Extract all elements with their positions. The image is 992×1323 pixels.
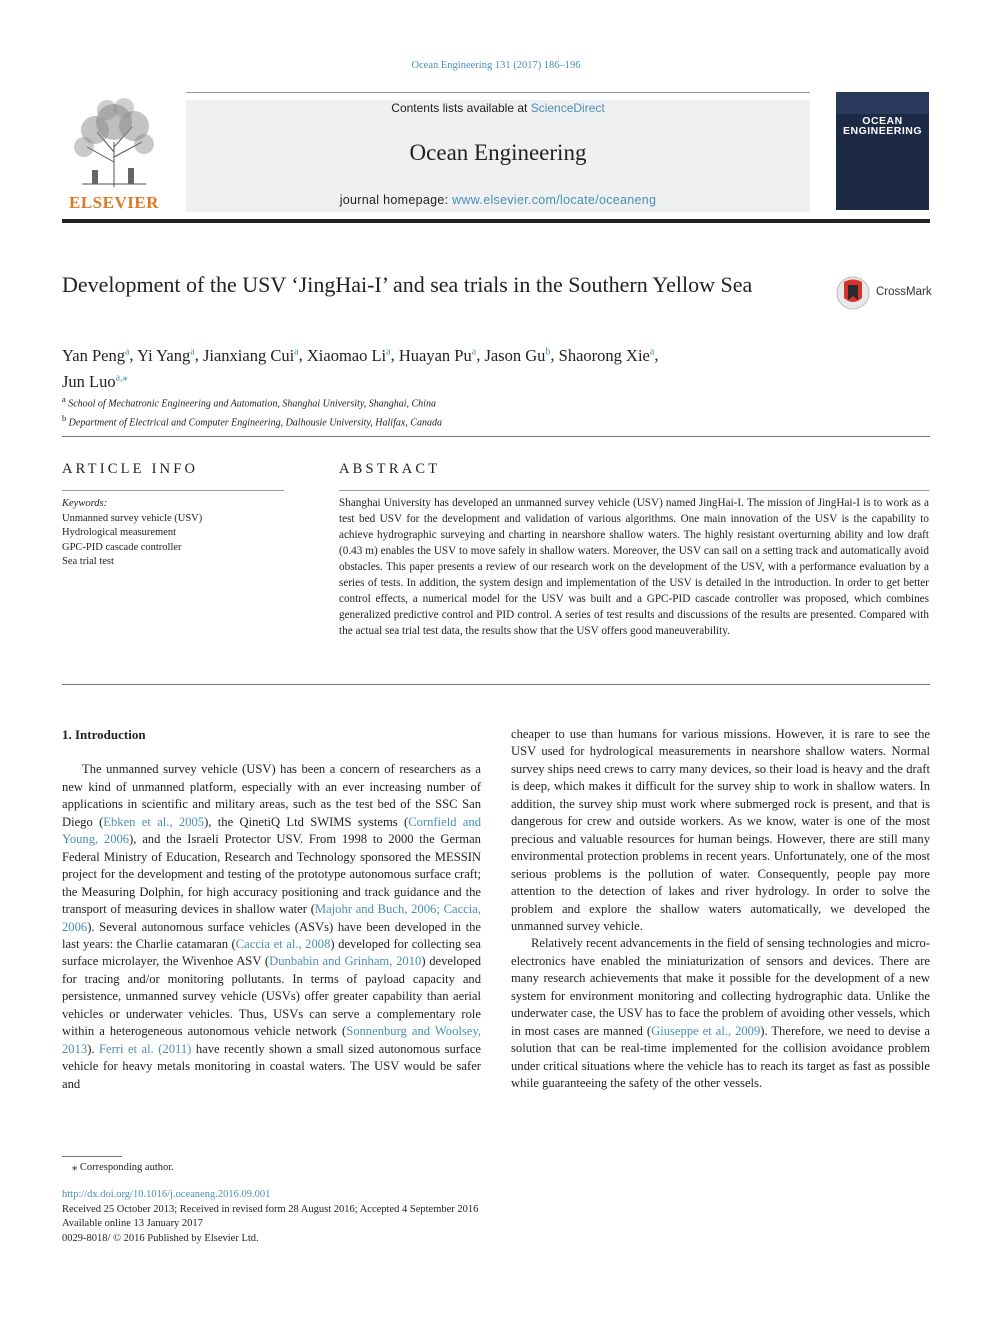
abstract-heading: ABSTRACT bbox=[339, 461, 441, 477]
citation-link[interactable]: Ferri et al. (2011) bbox=[99, 1041, 192, 1056]
contents-available-line bbox=[186, 101, 810, 115]
author[interactable]: Yan Peng$^a$ bbox=[62, 345, 130, 365]
body-column-right bbox=[511, 726, 930, 1093]
affiliation: $^b$ Department of Electrical and Computer Engineering, Dalhousie University, Halifax, Canada bbox=[62, 414, 442, 429]
section-heading: 1. Introduction bbox=[62, 727, 146, 742]
citation-link[interactable]: Ebken et al., 2005 bbox=[103, 814, 205, 829]
homepage-link[interactable]: www.elsevier.com/locate/oceaneng bbox=[452, 193, 657, 207]
keyword: Unmanned survey vehicle (USV) bbox=[62, 512, 203, 524]
header-thick-rule bbox=[62, 219, 930, 223]
available-online: Available online 13 January 2017 bbox=[62, 1218, 203, 1229]
citation-link[interactable]: Sonnenburg and Woolsey, 2013 bbox=[62, 1024, 481, 1056]
doi-link[interactable]: http://dx.doi.org/10.1016/j.oceaneng.2016.09.001 bbox=[62, 1189, 271, 1200]
affiliation: $^a$ School of Mechatronic Engineering and Automation, Shanghai University, Shanghai, China bbox=[62, 395, 436, 410]
received-dates: Received 25 October 2013; Received in revised form 28 August 2016; Accepted 4 September 2016 bbox=[62, 1203, 479, 1215]
keyword: Hydrological measurement bbox=[62, 527, 177, 538]
author[interactable]: Shaorong Xie$^a$ bbox=[558, 345, 655, 365]
author[interactable]: Yi Yang$^a$ bbox=[137, 345, 195, 365]
crossmark-badge[interactable] bbox=[836, 276, 932, 310]
tree-icon bbox=[62, 92, 166, 192]
corresponding-author-note: ⁎ Corresponding author. bbox=[72, 1162, 174, 1173]
abstract-rule bbox=[339, 490, 929, 491]
footnote-rule bbox=[62, 1156, 122, 1157]
cover-title: OCEAN ENGINEERING bbox=[842, 115, 922, 137]
crossmark-icon bbox=[836, 276, 872, 310]
journal-name: Ocean Engineering bbox=[409, 140, 587, 165]
author[interactable]: Xiaomao Li$^a$ bbox=[306, 345, 391, 365]
paragraph: cheaper to use than humans for various missions. However, it is rare to see the USV used for hydrological measurements in nearshore shallow waters. Normal survey ships need crews to carry many devices, so their load is heavy and the draft is deep, which makes it difficult for the survey ship to work in shallow waters. In addition, the survey ship must work where submerged rock is present, and that is dangerous for crew and outside workers. As we know, water is one of the most precious and valuable resources for human beings. However, there are still many environmental protection problems in recent years. Unfortunately, one of the most serious problems is the pollution of water. Consequently, people pay more attention to the detection of lakes and river hydrology. In order to solve the problem and explore the shallow waters automatically, we developed the unmanned survey vehicle. bbox=[511, 727, 930, 933]
author[interactable]: Jianxiang Cui$^a$ bbox=[202, 345, 299, 365]
crossmark-label: CrossMark bbox=[876, 286, 932, 298]
citation-link[interactable]: Giuseppe et al., 2009 bbox=[651, 1023, 761, 1038]
author[interactable]: Jun Luo$^{a,⁎}$ bbox=[62, 372, 128, 391]
paragraph: Relatively recent advancements in the field of sensing technologies and micro-electronics have enabled the miniaturization of sensors and devices. There are many research achievements that make it possible for the development of a new system for environment monitoring and collecting hydrographic data. Unlike the underwater case, the USV has to face the problem of avoiding other vessels, which in most cases are manned (Giuseppe et al., 2009). Therefore, we need to devise a solution that can be real-time implemented for the collision avoidance problem under critical situations where the vehicle has to reach its target as fast as possible while guaranteeing the safety of the other vessels. bbox=[511, 936, 931, 1091]
header-top-rule bbox=[186, 92, 810, 93]
affiliations bbox=[62, 392, 862, 431]
keywords-block bbox=[62, 497, 292, 570]
copyright: 0029-8018/ © 2016 Published by Elsevier Ltd. bbox=[62, 1232, 259, 1244]
journal-homepage-line bbox=[186, 193, 810, 207]
abstract-text: Shanghai University has developed an unmanned survey vehicle (USV) named JingHai-I. The mission of JingHai-I is to work as a test bed USV for the development and validation of various algorithms. One main innovation of the USV is the capability to achieve hydrographic surveying and charting in nearshore shallow waters. The highly resistant overturning ability and low draft (0.43 m) enables the USV to move safely in shallow waters. Moreover, the USV can sail on a setting track and automatically avoid obstacles. This paper presents a review of our research work on the development of the USV, with a performance evaluation by a series of tests. In addition, the system design and implementation of the USV is detailed in the introduction. In order to get better control effects, a numerical model for the USV was built and a GPC-PID cascade controller was proposed, which combines generalized predictive control and PID control. A series of test results and discussions of the results are presented. Compared with the actual sea trial test data, the results show that the USV offers good maneuverability. bbox=[339, 497, 929, 637]
article-title: Development of the USV ‘JingHai-I’ and sea trials in the Southern Yellow Sea bbox=[62, 272, 753, 297]
journal-cover-thumbnail[interactable] bbox=[836, 92, 929, 210]
article-info-rule bbox=[62, 490, 284, 491]
citation-link[interactable]: Dunbabin and Grinham, 2010 bbox=[269, 954, 422, 969]
keyword: Sea trial test bbox=[62, 556, 114, 567]
citation-link[interactable]: Caccia et al., 2008 bbox=[235, 936, 331, 951]
body-column-left bbox=[62, 726, 481, 1093]
author[interactable]: Huayan Pu$^a$ bbox=[398, 345, 477, 365]
contents-prefix: Contents lists available at bbox=[391, 101, 531, 115]
article-footer bbox=[62, 1188, 762, 1246]
cover-top-band bbox=[836, 92, 929, 114]
elsevier-wordmark: ELSEVIER bbox=[69, 193, 159, 212]
author-list: Yan Peng$^a$, Yi Yang$^a$, Jianxiang Cui$^a$, Xiaomao Li$^a$, Huayan Pu$^a$, Jason Gu$^b$, Shaorong Xie$^a$, Jun Luo$^{a,⁎}$ bbox=[62, 345, 659, 391]
sciencedirect-link[interactable]: ScienceDirect bbox=[530, 101, 605, 115]
section-rule bbox=[62, 684, 930, 685]
homepage-prefix: journal homepage: bbox=[339, 193, 453, 207]
article-info-heading: ARTICLE INFO bbox=[62, 461, 199, 477]
author[interactable]: Jason Gu$^b$ bbox=[484, 345, 551, 365]
paragraph: The unmanned survey vehicle (USV) has been a concern of researchers as a new kind of unmanned platform, especially with an ever increasing number of applications in scientific and military areas, such as the test bed of the SSC San Diego (Ebken et al., 2005), the QinetiQ Ltd SWIMS systems (Cornfield and Young, 2006), and the Israeli Protector USV. From 1998 to 2000 the German Federal Ministry of Education, Research and Technology sponsored the MESSIN project for the development and testing of the prototype autonomous surface craft; the Measuring Dolphin, for high accuracy positioning and track guidance and the transport of measuring devices in shallow water (Majohr and Buch, 2006; Caccia, 2006). Several autonomous surface vehicles (ASVs) have been developed in the last years: the Charlie catamaran (Caccia et al., 2008) developed for collecting sea surface microlayer, the Wivenhoe ASV (Dunbabin and Grinham, 2010) developed for tracing and/or monitoring pollutants. In terms of payload capacity and persistence, unmanned survey vehicle (USVs) offer greater capability than aerial vehicles or underwater vehicles. Thus, USVs can serve a complementary role within a heterogeneous autonomous vehicle network (Sonnenburg and Woolsey, 2013). Ferri et al. (2011) have recently shown a small sized autonomous surface vehicle for heavy metals monitoring in coastal waters. The USV would be safer and bbox=[62, 762, 482, 1091]
citation-link[interactable]: Majohr and Buch, 2006; Caccia, 2006 bbox=[62, 902, 481, 934]
keywords-label: Keywords: bbox=[62, 498, 108, 509]
journal-citation[interactable]: Ocean Engineering 131 (2017) 186–196 bbox=[411, 60, 581, 71]
section-rule bbox=[62, 436, 930, 437]
keyword: GPC-PID cascade controller bbox=[62, 541, 182, 553]
citation-link[interactable]: Cornfield and Young, 2006 bbox=[62, 814, 481, 847]
